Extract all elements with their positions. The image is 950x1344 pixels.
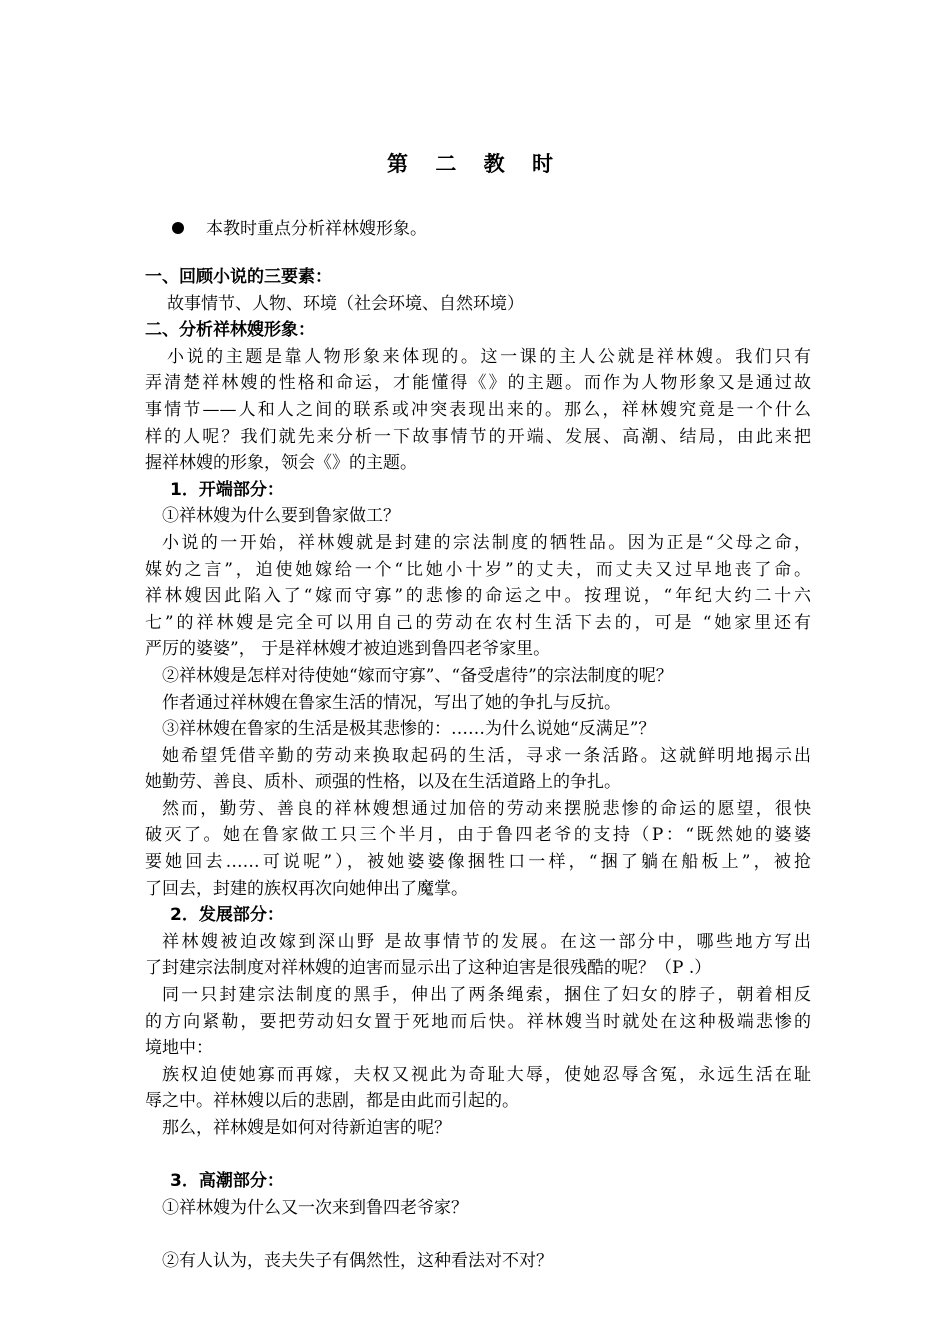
part-2-heading: 2．发展部分： (170, 905, 284, 926)
paragraph-line: 然而，勤劳、善良的祥林嫂想通过加倍的劳动来摆脱悲惨的命运的愿望，很快 (162, 798, 811, 819)
blank-line (145, 1221, 811, 1248)
question-line: ③祥林嫂在鲁家的生活是极其悲惨的：……为什么说她“反满足”？ (162, 719, 656, 740)
paragraph-line: 祥林嫂被迫改嫁到深山野 是故事情节的发展。在这一部分中，哪些地方写出 (162, 931, 811, 952)
paragraph-line: 境地中： (145, 1038, 213, 1059)
section-2-heading: 二、分析祥林嫂形象： (145, 320, 315, 341)
part-1-heading: 1．开端部分： (170, 479, 284, 500)
section-1-heading: 一、回顾小说的三要素： (145, 267, 332, 287)
paragraph-line: 了封建宗法制度对祥林嫂的迫害而显示出了这种迫害是很残酷的呢？（P .） (145, 958, 712, 979)
paragraph-line: 要她回去……可说呢”），被她婆婆像捆牲口一样，“捆了躺在船板上”，被抢 (145, 852, 811, 873)
paragraph-line: 辱之中。祥林嫂以后的悲剧，都是由此而引起的。 (145, 1091, 519, 1112)
paragraph-line: 事情节——人和人之间的联系或冲突表现出来的。那么，祥林嫂究竟是一个什么 (145, 399, 811, 420)
paragraph-line: 严厉的婆婆”， 于是祥林嫂才被迫逃到鲁四老爷家里。 (145, 639, 551, 660)
focus-bullet (172, 214, 427, 239)
question-line: ①祥林嫂为什么又一次来到鲁四老爷家？ (162, 1197, 468, 1218)
paragraph-line: 小说的一开始，祥林嫂就是封建的宗法制度的牺牲品。因为正是“父母之命， (162, 532, 811, 553)
paragraph-line: 媒妁之言”，迫使她嫁给一个“比她小十岁”的丈夫，而丈夫又过早地丧了命。 (145, 559, 811, 580)
question-line: ①祥林嫂为什么要到鲁家做工？ (162, 506, 400, 527)
paragraph-line: 了回去，封建的族权再次向她伸出了魔掌。 (145, 878, 468, 899)
paragraph-line: 破灭了。她在鲁家做工只三个半月，由于鲁四老爷的支持（P：“既然她的婆婆 (145, 825, 811, 846)
document-body (145, 264, 811, 1275)
paragraph-line: 握祥林嫂的形象，领会《》的主题。 (145, 453, 417, 474)
paragraph-line: 族权迫使她寡而再嫁，夫权又视此为奇耻大辱，使她忍辱含冤，永远生活在耻 (162, 1064, 811, 1085)
bullet-dot-icon (172, 222, 184, 234)
page-title: 第 二 教 时 (387, 152, 563, 176)
paragraph-line: 祥林嫂因此陷入了“嫁而守寡”的悲惨的命运之中。按理说，“年纪大约二十六 (145, 586, 811, 607)
paragraph-line: 她希望凭借辛勤的劳动来换取起码的生活，寻求一条活路。这就鲜明地揭示出 (162, 745, 811, 766)
paragraph-line: 的方向紧勒，要把劳动妇女置于死地而后快。祥林嫂当时就处在这种极端悲惨的 (145, 1011, 811, 1032)
question-line: ②有人认为，丧夫失子有偶然性，这种看法对不对？ (162, 1250, 553, 1271)
paragraph-line: 小说的主题是靠人物形象来体现的。这一课的主人公就是祥林嫂。我们只有 (167, 346, 811, 367)
paragraph-line: 弄清楚祥林嫂的性格和命运，才能懂得《》的主题。而作为人物形象又是通过故 (145, 373, 811, 394)
blank-line (145, 1142, 811, 1169)
paragraph-line: 那么，祥林嫂是如何对待新迫害的呢？ (162, 1118, 451, 1138)
section-1-text: 故事情节、人物、环境（社会环境、自然环境） (167, 293, 524, 314)
part-3-heading: 3．高潮部分： (170, 1171, 284, 1192)
bullet-text: 本教时重点分析祥林嫂形象。 (206, 219, 427, 239)
paragraph-line: 同一只封建宗法制度的黑手，伸出了两条绳索，捆住了妇女的脖子，朝着相反 (162, 985, 811, 1006)
question-line: ②祥林嫂是怎样对待使她“嫁而守寡”、“备受虐待”的宗法制度的呢？ (162, 665, 673, 686)
paragraph-line: 她勤劳、善良、质朴、顽强的性格，以及在生活道路上的争扎。 (145, 772, 621, 793)
paragraph-line: 作者通过祥林嫂在鲁家生活的情况，写出了她的争扎与反抗。 (162, 692, 621, 713)
paragraph-line: 七”的祥林嫂是完全可以用自己的劳动在农村生活下去的，可是 “她家里还有 (145, 612, 811, 633)
paragraph-line: 样的人呢？我们就先来分析一下故事情节的开端、发展、高潮、结局，由此来把 (145, 426, 811, 447)
